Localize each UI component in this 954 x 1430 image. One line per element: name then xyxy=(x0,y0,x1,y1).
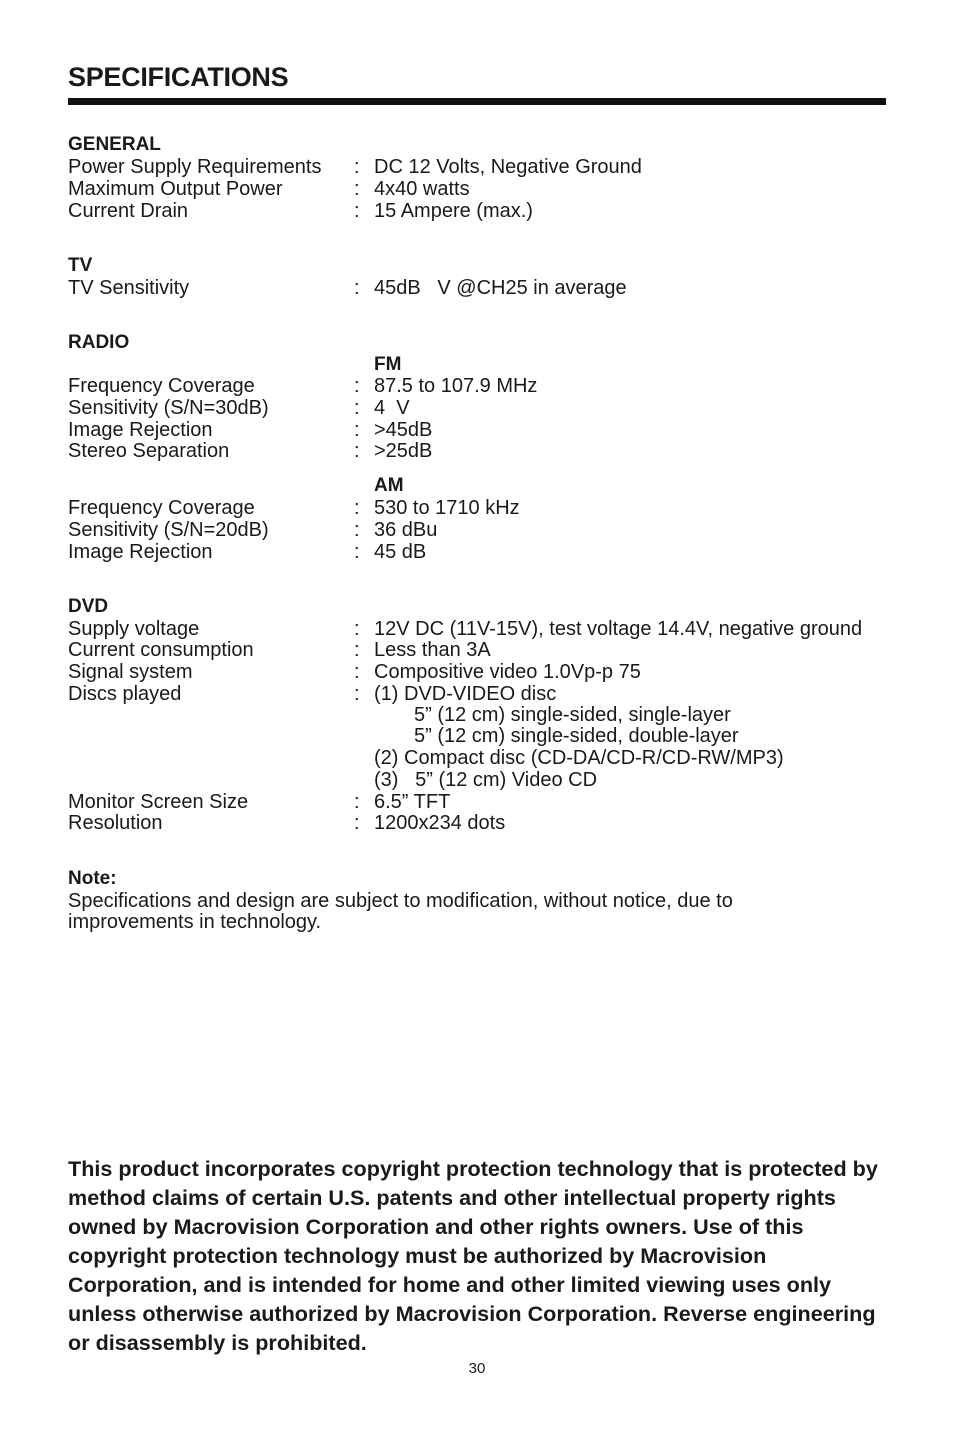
spec-label: Supply voltage xyxy=(68,618,200,640)
spec-value: 12V DC (11V-15V), test voltage 14.4V, negative ground xyxy=(374,618,863,640)
spec-colon: : xyxy=(354,397,360,419)
spec-colon: : xyxy=(354,178,360,200)
tv-heading: TV xyxy=(68,255,93,276)
spec-value: 87.5 to 107.9 MHz xyxy=(374,375,538,397)
spec-label: Frequency Coverage xyxy=(68,375,255,397)
spec-value: 45 dB xyxy=(374,541,427,563)
spec-colon: : xyxy=(354,618,360,640)
spec-colon: : xyxy=(354,519,360,541)
dvd-heading: DVD xyxy=(68,596,109,617)
spec-label: Sensitivity (S/N=30dB) xyxy=(68,397,269,419)
spec-colon: : xyxy=(354,791,360,813)
spec-value: 4x40 watts xyxy=(374,178,470,200)
spec-label: Resolution xyxy=(68,812,163,834)
spec-value: 4 V xyxy=(374,397,410,419)
spec-label: Image Rejection xyxy=(68,419,213,441)
spec-colon: : xyxy=(354,156,360,178)
disc-type: (2) Compact disc (CD-DA/CD-R/CD-RW/MP3) xyxy=(374,747,784,769)
title-rule xyxy=(68,98,886,105)
note-text-line: improvements in technology. xyxy=(68,911,322,933)
disc-subtype: 5” (12 cm) single-sided, single-layer xyxy=(414,704,731,726)
spec-value: >45dB xyxy=(374,419,433,441)
spec-label: Maximum Output Power xyxy=(68,178,283,200)
note-heading: Note: xyxy=(68,868,117,889)
spec-value: 530 to 1710 kHz xyxy=(374,497,520,519)
spec-value: (1) DVD-VIDEO disc xyxy=(374,683,557,705)
spec-label: Image Rejection xyxy=(68,541,213,563)
spec-label: TV Sensitivity xyxy=(68,277,190,299)
general-heading: GENERAL xyxy=(68,134,161,155)
spec-value: Less than 3A xyxy=(374,639,491,661)
spec-value: 6.5” TFT xyxy=(374,791,451,813)
spec-colon: : xyxy=(354,812,360,834)
spec-colon: : xyxy=(354,440,360,462)
spec-colon: : xyxy=(354,375,360,397)
spec-label: Monitor Screen Size xyxy=(68,791,249,813)
spec-colon: : xyxy=(354,683,360,705)
radio-heading: RADIO xyxy=(68,332,130,353)
spec-label: Frequency Coverage xyxy=(68,497,255,519)
spec-label: Sensitivity (S/N=20dB) xyxy=(68,519,269,541)
disc-type: (3) 5” (12 cm) Video CD xyxy=(374,769,598,791)
spec-label: Power Supply Requirements xyxy=(68,156,322,178)
fm-heading: FM xyxy=(374,354,402,375)
spec-label: Discs played xyxy=(68,683,182,705)
spec-value: DC 12 Volts, Negative Ground xyxy=(374,156,642,178)
spec-colon: : xyxy=(354,541,360,563)
disc-subtype: 5” (12 cm) single-sided, double-layer xyxy=(414,725,739,747)
spec-colon: : xyxy=(354,661,360,683)
spec-colon: : xyxy=(354,419,360,441)
spec-value: 45dB V @CH25 in average xyxy=(374,277,627,299)
spec-value: 15 Ampere (max.) xyxy=(374,200,533,222)
spec-value: 1200x234 dots xyxy=(374,812,506,834)
spec-label: Current Drain xyxy=(68,200,189,222)
spec-value: >25dB xyxy=(374,440,433,462)
spec-colon: : xyxy=(354,277,360,299)
note-text-line: Specifications and design are subject to modification, without notice, due to xyxy=(68,890,733,912)
page-title: SPECIFICATIONS xyxy=(68,62,289,92)
spec-colon: : xyxy=(354,200,360,222)
page-number: 30 xyxy=(468,1360,486,1377)
spec-value: 36 dBu xyxy=(374,519,438,541)
spec-label: Signal system xyxy=(68,661,193,683)
spec-value: Compositive video 1.0Vp-p 75 xyxy=(374,661,641,683)
am-heading: AM xyxy=(374,475,404,496)
copyright-notice: This product incorporates copyright protection technology that is protected by method claims of certain U.S. patents and other intellectual property rights owned by Macrovision Corporation and other rights owners. Use of this copyright protection technology must be authorized by Macrovision Corporation, and is intended for home and other limited viewing uses only unless otherwise authorized by Macrovision Corporation. Reverse engineering or disassembly is prohibited. xyxy=(68,1156,878,1355)
spec-label: Stereo Separation xyxy=(68,440,230,462)
spec-colon: : xyxy=(354,639,360,661)
spec-label: Current consumption xyxy=(68,639,254,661)
spec-colon: : xyxy=(354,497,360,519)
